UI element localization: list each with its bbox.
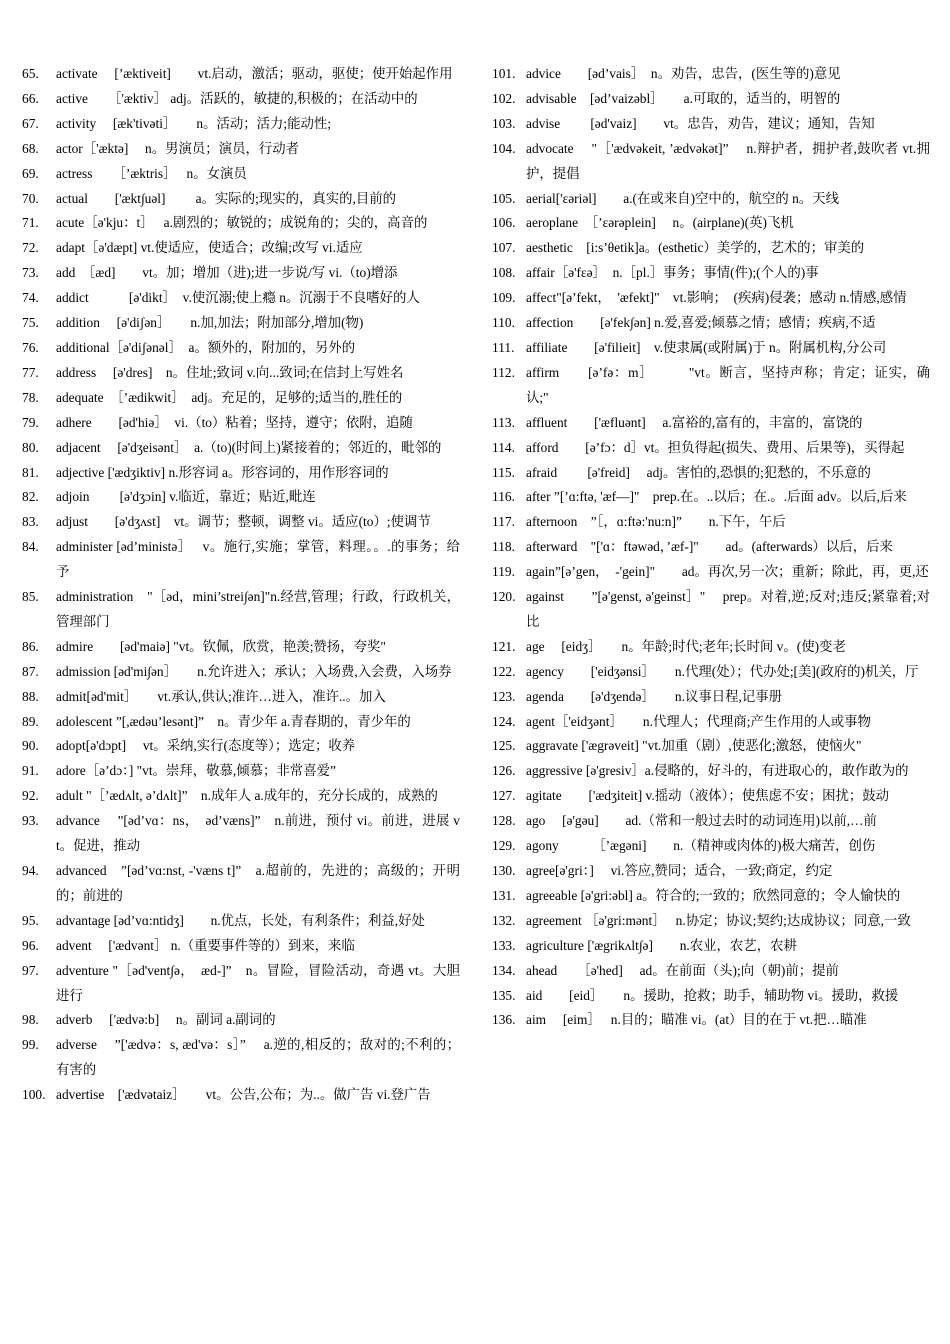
entry-number: 106. — [492, 215, 516, 231]
entry-number: 115. — [492, 464, 515, 480]
vocab-entry — [22, 710, 460, 735]
entry-number: 136. — [492, 1012, 516, 1028]
vocab-entry — [492, 909, 930, 934]
entry-text: adjective ['ædʒiktiv] n.形容词 a。形容词的，用作形容词的 — [56, 464, 389, 480]
vocab-entry — [22, 909, 460, 934]
vocab-entry — [492, 984, 930, 1009]
entry-text: adhere [əd'hiə］ vi.（to）粘着；坚持，遵守；依附，追随 — [56, 414, 413, 430]
entry-text: advantage [əd’vɑ:ntidʒ] n.优点，长处，有利条件；利益,好处 — [56, 912, 425, 928]
entry-number: 124. — [492, 713, 516, 729]
entry-number: 93. — [22, 813, 39, 829]
entry-number: 125. — [492, 738, 516, 754]
entry-number: 83. — [22, 514, 39, 530]
entry-text: agony ［’ægəni] n.（精神或肉体的)极大痛苦，创伤 — [526, 838, 876, 854]
vocab-entry — [492, 1008, 930, 1033]
entry-number: 91. — [22, 763, 39, 779]
vocab-entry — [22, 187, 460, 212]
entry-text: adore［ə’dɔ：] "vt。崇拜，敬慕,倾慕；非常喜爱” — [56, 763, 336, 779]
entry-number: 114. — [492, 439, 515, 455]
entry-number: 123. — [492, 688, 516, 704]
vocab-entry — [22, 436, 460, 461]
entry-number: 72. — [22, 240, 39, 256]
entry-number: 112. — [492, 364, 515, 380]
entry-text: agenda [ə'dʒendə］ n.议事日程,记事册 — [526, 688, 783, 704]
entry-number: 75. — [22, 315, 39, 331]
entry-text: aerial['εəriəl] a.(在或来自)空中的，航空的 n。天线 — [526, 190, 839, 206]
vocab-entry — [492, 535, 930, 560]
vocab-entry — [22, 784, 460, 809]
vocab-entry — [22, 635, 460, 660]
entry-text: aggressive [ə'gresiv］a.侵略的，好斗的，有进取心的，敢作敢为的 — [526, 763, 909, 779]
entry-text: aggravate ['ægrəveit] "vt.加重（剧）,使恶化;激怒，使恼火" — [526, 738, 862, 754]
entry-text: admire [əd'maiə] "vt。钦佩，欣赏，艳羡;赞扬，夸奖" — [56, 638, 386, 654]
entry-number: 88. — [22, 688, 39, 704]
vocab-entry — [492, 62, 930, 87]
entry-number: 86. — [22, 638, 39, 654]
vocab-entry — [492, 734, 930, 759]
entry-text: adjust [ə'dʒʌst] vt。调节；整顿，调整 vi。适应(to）;使调节 — [56, 514, 431, 530]
vocab-entry — [22, 759, 460, 784]
entry-number: 90. — [22, 738, 39, 754]
entry-text: affirm [ə’fə：m］ "vt。断言，坚持声称；肯定；证实，确认;" — [526, 364, 930, 405]
entry-number: 127. — [492, 788, 516, 804]
entry-text: adapt［ə'dæpt] vt.使适应，使适合；改编;改写 vi.适应 — [56, 240, 363, 256]
entry-text: agitate ['ædʒiteit] v.摇动（液体）；使焦虑不安；困扰；鼓动 — [526, 788, 890, 804]
entry-number: 87. — [22, 663, 39, 679]
entry-number: 79. — [22, 414, 39, 430]
entry-number: 67. — [22, 115, 39, 131]
entry-number: 134. — [492, 962, 516, 978]
entry-number: 126. — [492, 763, 516, 779]
entry-number: 81. — [22, 464, 39, 480]
vocab-entry — [492, 211, 930, 236]
entry-number: 76. — [22, 339, 39, 355]
entry-number: 92. — [22, 788, 39, 804]
entry-text: affection [ə'fek∫ən] n.爱,喜爱;倾慕之情；感情；疾病,不适 — [526, 315, 876, 331]
entry-number: 89. — [22, 713, 39, 729]
entry-text: adult "［’ædʌlt, ə’dʌlt]” n.成年人 a.成年的，充分长成的，成熟的 — [56, 788, 438, 804]
vocab-entry — [492, 112, 930, 137]
entry-number: 121. — [492, 638, 516, 654]
vocab-entry — [492, 884, 930, 909]
entry-number: 69. — [22, 165, 39, 181]
vocab-entry — [492, 510, 930, 535]
vocab-entry — [492, 336, 930, 361]
entry-text: actress ［’æktris］ n。女演员 — [56, 165, 247, 181]
entry-text: adjacent [ə'dʒeisənt］ a.（to)(时间上)紧接着的；邻近的，毗邻的 — [56, 439, 442, 455]
vocab-entry — [492, 236, 930, 261]
entry-text: advise [əd'vaiz] vt。忠告，劝告，建议；通知，告知 — [526, 115, 875, 131]
entry-text: affair［ə'fεə］ n.［pl.］事务；事情(件);(个人的)事 — [526, 265, 819, 281]
entry-text: advocate "［'ædvəkeit, ’ædvəkət]” n.辩护者，拥护者,鼓吹者 vt.拥护，提倡 — [526, 140, 930, 181]
right-column — [492, 62, 930, 1033]
vocab-entry — [492, 585, 930, 635]
vocab-entry — [22, 386, 460, 411]
vocab-entry — [492, 859, 930, 884]
entry-number: 117. — [492, 514, 515, 530]
vocab-entry — [22, 585, 460, 635]
vocab-entry — [22, 734, 460, 759]
entry-text: affect"[ə’fekt， 'æfekt]" vt.影响； (疾病)侵袭；感动 n.情感,感情 — [526, 290, 907, 306]
vocab-entry — [22, 411, 460, 436]
entry-text: afraid [ə'freid] adj。害怕的,恐惧的;犯愁的，不乐意的 — [526, 464, 871, 480]
entry-number: 110. — [492, 315, 515, 331]
vocab-entry — [492, 834, 930, 859]
entry-text: additional［ə'diʃənəl］ a。额外的，附加的，另外的 — [56, 339, 356, 355]
entry-number: 105. — [492, 190, 516, 206]
entry-text: aeroplane ［’εərəplein] n。(airplane)(英)飞机 — [526, 215, 794, 231]
entry-number: 102. — [492, 90, 516, 106]
entry-number: 96. — [22, 937, 39, 953]
vocab-entry — [492, 685, 930, 710]
vocab-entry — [492, 137, 930, 187]
vocab-entry — [492, 635, 930, 660]
entry-text: agreeable [ə'gri:əbl] a。符合的;一致的；欣然同意的；令人愉快的 — [526, 887, 901, 903]
entry-text: advertise ['ædvətaiz］ vt。公告,公布；为..。做广告 vi.登广告 — [56, 1087, 431, 1103]
vocab-entry — [22, 510, 460, 535]
vocab-entry — [22, 461, 460, 486]
vocab-entry — [492, 660, 930, 685]
entry-number: 119. — [492, 564, 515, 580]
entry-text: addict [ə'dikt］ v.使沉溺;使上瘾 n。沉溺于不良嗜好的人 — [56, 290, 420, 306]
entry-text: aesthetic [i:s’θetik]a。(esthetic）美学的，艺术的；审美的 — [526, 240, 865, 256]
vocab-entry — [22, 485, 460, 510]
vocab-entry — [492, 187, 930, 212]
entry-text: aim [eim］ n.目的；瞄准 vi。(at）目的在于 vt.把…瞄准 — [526, 1012, 867, 1028]
entry-number: 116. — [492, 489, 515, 505]
vocab-entry — [22, 87, 460, 112]
vocab-entry — [492, 959, 930, 984]
entry-number: 65. — [22, 66, 39, 81]
entry-text: acute［ə'kju：t］ a.剧烈的；敏锐的；成锐角的；尖的，高音的 — [56, 215, 428, 231]
vocab-entry — [492, 411, 930, 436]
entry-text: admit[əd'mit］ vt.承认,供认;准许…进入，准许..。加入 — [56, 688, 386, 704]
entry-text: activate [’æktiveit] vt.启动，激活；驱动，驱使；使开始起作用 — [56, 66, 453, 81]
vocab-entry — [492, 261, 930, 286]
vocab-entry — [22, 112, 460, 137]
entry-text: address [ə'dres] n。住址;致词 v.向...致词;在信封上写姓名 — [56, 364, 404, 380]
entry-number: 77. — [22, 364, 39, 380]
vocab-entry — [22, 959, 460, 1009]
entry-number: 118. — [492, 539, 515, 555]
vocab-entry — [492, 461, 930, 486]
vocab-entry — [22, 336, 460, 361]
entry-text: against ”[ə'genst, ə'geinst］" prep。对着,逆;反对;违反;紧靠着;对比 — [526, 589, 930, 629]
entry-text: aid [eid］ n。援助，抢救；助手，辅助物 vi。援助，救援 — [526, 987, 899, 1003]
entry-number: 120. — [492, 589, 516, 605]
vocab-entry — [22, 809, 460, 859]
entry-number: 101. — [492, 66, 516, 81]
entry-text: affiliate [ə'filieit] v.使隶属(或附属)于 n。附属机构,分公司 — [526, 339, 887, 355]
entry-text: adverb ['ædvə:b] n。副词 a.副词的 — [56, 1012, 276, 1028]
entry-number: 132. — [492, 912, 516, 928]
entry-text: after ”[’ɑ:ftə, 'æf—]" prep.在。..以后；在.。.后面 adv。以后,后来 — [526, 489, 907, 505]
vocab-entry — [22, 311, 460, 336]
vocab-entry — [492, 560, 930, 585]
entry-number: 108. — [492, 265, 516, 281]
entry-number: 128. — [492, 813, 516, 829]
entry-number: 82. — [22, 489, 39, 505]
vocab-entry — [22, 236, 460, 261]
entry-number: 71. — [22, 215, 39, 231]
entry-text: adequate ［’ædikwit］ adj。充足的，足够的;适当的,胜任的 — [56, 389, 403, 405]
entry-text: adopt[ə'dɔpt] vt。采纳,实行(态度等）；选定；收养 — [56, 738, 356, 754]
entry-number: 100. — [22, 1087, 46, 1103]
entry-number: 98. — [22, 1012, 39, 1028]
entry-text: afford [ə’fɔ：d］vt。担负得起(损失、费用、后果等)，买得起 — [526, 439, 905, 455]
vocab-entry — [22, 1083, 460, 1108]
entry-number: 104. — [492, 140, 516, 156]
entry-text: advance ”[əd’vɑ：ns， əd’væns]” n.前进，预付 vi。前进，进展 vt。促进，推动 — [56, 813, 460, 854]
entry-text: agree[ə'gri：] vi.答应,赞同；适合，一致;商定，约定 — [526, 863, 833, 878]
entry-number: 109. — [492, 290, 516, 306]
entry-number: 85. — [22, 589, 39, 605]
entry-number: 94. — [22, 863, 39, 878]
entry-number: 84. — [22, 539, 39, 555]
entry-text: active ［'æktiv］ adj。活跃的，敏捷的,积极的；在活动中的 — [56, 90, 418, 106]
vocab-entry — [492, 87, 930, 112]
entry-text: ago [ə'gəu] ad.（常和一般过去时的动词连用)以前,…前 — [526, 813, 877, 829]
entry-text: adolescent ”[,ædəu’lesənt]” n。青少年 a.青春期的，青少年的 — [56, 713, 411, 729]
vocab-entry — [22, 162, 460, 187]
entry-number: 66. — [22, 90, 39, 106]
entry-text: administration "［əd，mini’strei∫ən]"n.经营,管理；行政，行政机关，管理部门 — [56, 589, 460, 629]
entry-text: advice [əd’vais］ n。劝告，忠告，(医生等的)意见 — [526, 66, 841, 81]
vocab-entry — [22, 1033, 460, 1083]
entry-number: 97. — [22, 962, 39, 978]
entry-number: 73. — [22, 265, 39, 281]
entry-text: admission [əd'mi∫ən］ n.允许进入；承认；入场费,入会费，入场券 — [56, 663, 452, 679]
entry-number: 133. — [492, 937, 516, 953]
entry-text: adjoin [ə'dʒɔin] v.临近，靠近；贴近,毗连 — [56, 489, 316, 505]
vocab-entry — [22, 859, 460, 909]
vocab-entry — [22, 660, 460, 685]
entry-text: agreement ［ə'gri:mənt］ n.协定；协议;契约;达成协议；同意,一致 — [526, 912, 911, 928]
entry-text: advanced ”[əd’vɑ:nst, -'væns t]” a.超前的，先进的；高级的；开明的；前进的 — [56, 863, 460, 903]
entry-number: 122. — [492, 663, 516, 679]
entry-text: adverse ”['ædvə：s, æd'və：s］” a.逆的,相反的；敌对的;不利的；有害的 — [56, 1037, 460, 1078]
entry-number: 78. — [22, 389, 39, 405]
vocab-entry — [22, 261, 460, 286]
vocab-entry — [22, 211, 460, 236]
entry-text: adventure "［əd'vent∫ə， æd-]” n。冒险，冒险活动，奇遇 vt。大胆进行 — [56, 962, 460, 1003]
entry-text: again”[ə’gen， -'gein]" ad。再次,另一次；重新；除此，再，更,还 — [526, 564, 929, 580]
vocab-entry — [22, 685, 460, 710]
vocab-entry — [492, 485, 930, 510]
entry-number: 80. — [22, 439, 39, 455]
entry-text: afternoon ”［，ɑ:ftə:'nu:n]” n.下午，午后 — [526, 514, 786, 530]
vocab-entry — [22, 1008, 460, 1033]
entry-number: 95. — [22, 912, 39, 928]
entry-text: advisable [əd’vaizəbl］ a.可取的，适当的，明智的 — [526, 90, 841, 106]
vocab-entry — [492, 759, 930, 784]
entry-text: age [eidʒ］ n。年龄;时代;老年;长时间 v。(使)变老 — [526, 638, 846, 654]
entry-number: 111. — [492, 339, 515, 355]
entry-number: 99. — [22, 1037, 39, 1053]
vocab-entry — [492, 809, 930, 834]
entry-text: advent ['ædvənt］ n.（重要事件等的）到来，来临 — [56, 937, 355, 953]
entry-number: 107. — [492, 240, 516, 256]
vocab-entry — [22, 535, 460, 585]
entry-number: 113. — [492, 414, 515, 430]
entry-text: addition [ə'diʃən］ n.加,加法；附加部分,增加(物) — [56, 315, 364, 331]
entry-text: agriculture ['ægrikʌlt∫ə] n.农业，农艺，农耕 — [526, 937, 797, 953]
entry-text: agent［'eidʒənt］ n.代理人；代理商;产生作用的人或事物 — [526, 713, 871, 729]
entry-text: agency ['eidʒənsi］ n.代理(处）；代办处;[美](政府的)机关，厅 — [526, 663, 919, 679]
vocab-entry — [22, 62, 460, 87]
entry-number: 131. — [492, 887, 516, 903]
vocab-entry — [492, 311, 930, 336]
vocab-entry — [492, 934, 930, 959]
vocab-entry — [22, 361, 460, 386]
vocab-entry — [22, 934, 460, 959]
vocab-entry — [22, 137, 460, 162]
entry-text: administer [əd’ministə］ v。施行,实施；掌管，料理。。.的事务；给予 — [56, 539, 460, 580]
entry-number: 129. — [492, 838, 516, 854]
entry-number: 74. — [22, 290, 39, 306]
entry-number: 70. — [22, 190, 39, 206]
entry-text: activity [æk'tivəti］ n。活动；活力;能动性; — [56, 115, 332, 131]
entry-number: 135. — [492, 987, 516, 1003]
vocab-entry — [492, 436, 930, 461]
entry-text: afterward "['ɑ：ftəwəd，’æf-]" ad。(afterwards）以后，后来 — [526, 539, 893, 555]
vocab-entry — [492, 710, 930, 735]
entry-text: actual ['ækt∫uəl] a。实际的;现实的，真实的,目前的 — [56, 190, 397, 206]
vocab-entry — [492, 286, 930, 311]
entry-number: 103. — [492, 115, 516, 131]
entry-number: 68. — [22, 140, 39, 156]
entry-text: ahead ［ə'hed] ad。在前面（头);向（朝)前；提前 — [526, 962, 839, 978]
entry-text: add ［æd] vt。加；增加（进);进一步说/写 vi.（to)增添 — [56, 265, 398, 281]
vocab-entry — [492, 784, 930, 809]
left-column — [22, 62, 460, 1108]
vocab-entry — [492, 361, 930, 411]
vocab-entry — [22, 286, 460, 311]
entry-text: actor［'æktə] n。男演员；演员，行动者 — [56, 140, 300, 156]
entry-text: affluent ['æfluənt] a.富裕的,富有的，丰富的，富饶的 — [526, 414, 863, 430]
entry-number: 130. — [492, 863, 516, 878]
